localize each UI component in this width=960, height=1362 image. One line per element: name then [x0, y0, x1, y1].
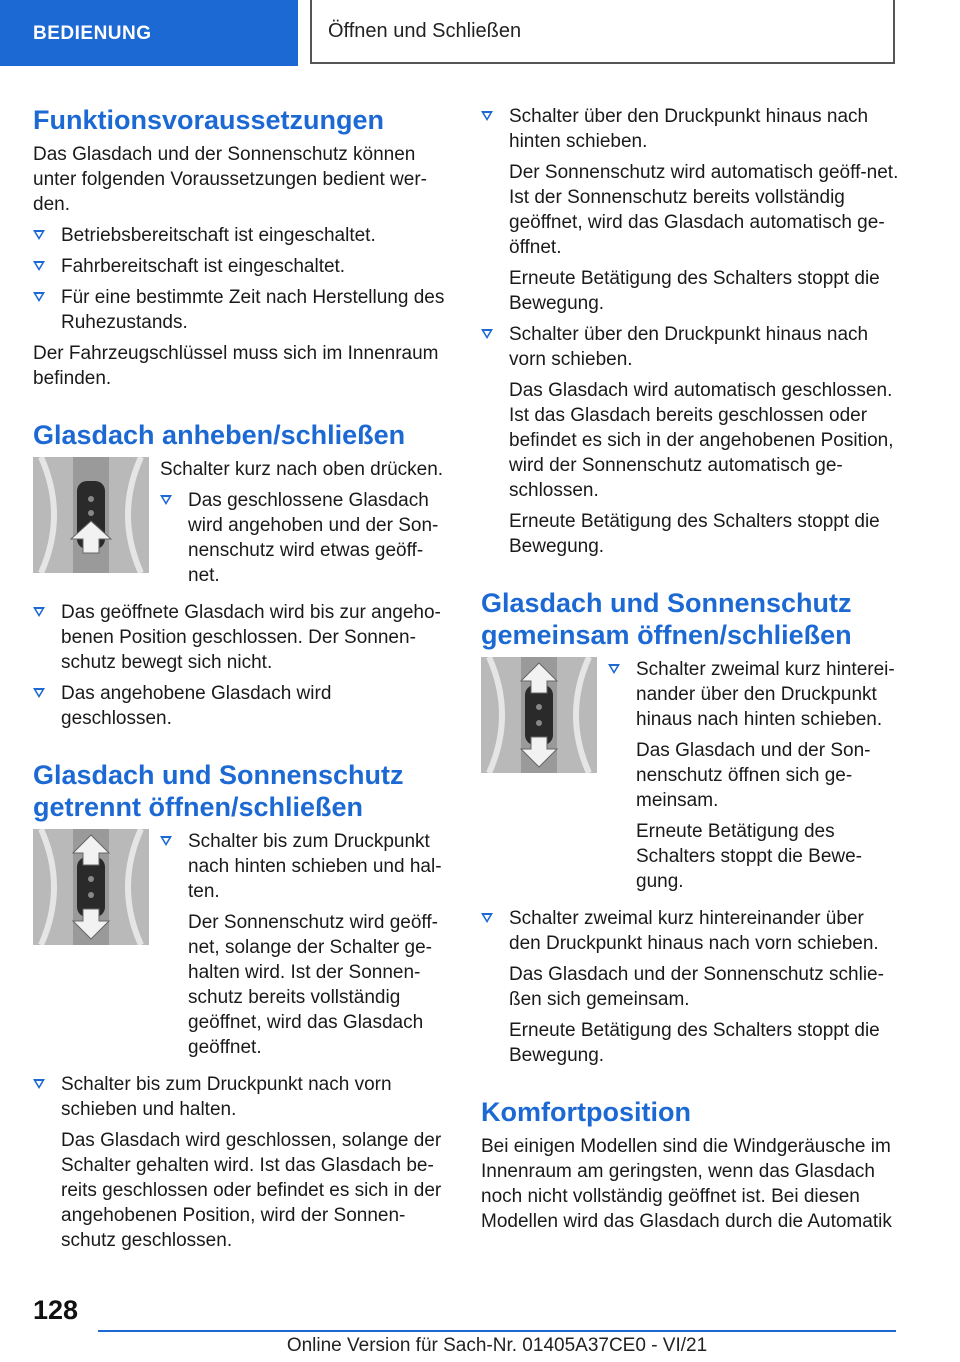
triangle-bullet-icon — [33, 607, 45, 617]
list-item-detail: Das Glasdach wird automatisch geschlossen. Ist das Glasdach bereits geschlossen oder befindet es sich in der angehobenen Position, wird der Sonnenschutz automatisch ge-schlossen. — [509, 380, 894, 501]
heading-funktionsvoraussetzungen: Funktionsvoraussetzungen — [33, 105, 385, 135]
right-column — [481, 104, 899, 1240]
switch-up-down-image — [33, 829, 149, 945]
list-item-detail: Das Glasdach und der Son-nenschutz öffnen sich ge-meinsam. — [636, 740, 871, 811]
list-item: Für eine bestimmte Zeit nach Herstellung des Ruhezustands. — [33, 285, 447, 335]
list-item-detail: Erneute Betätigung des Schalters stoppt die Bewegung. — [509, 511, 880, 557]
triangle-bullet-icon — [33, 261, 45, 271]
triangle-bullet-icon — [608, 664, 620, 674]
paragraph: Das Glasdach und der Sonnenschutz können unter folgenden Voraussetzungen bedient wer-den. — [33, 144, 427, 215]
heading-glasdach-anheben: Glasdach anheben/schließen — [33, 420, 406, 450]
list-item: Das geschlossene Glasdach wird angehoben und der Son-nenschutz wird etwas geöff-net. — [160, 488, 447, 588]
heading-gemeinsam: Glasdach und Sonnenschutz gemeinsam öffnen/schließen — [481, 588, 852, 650]
footer-text: Online Version für Sach-Nr. 01405A37CE0 - VI/21 — [286, 1335, 708, 1356]
triangle-bullet-icon — [481, 111, 493, 121]
triangle-bullet-icon — [481, 913, 493, 923]
switch-double-image — [481, 657, 597, 773]
paragraph: Der Fahrzeugschlüssel muss sich im Innenraum befinden. — [33, 343, 439, 389]
list-item-detail: Erneute Betätigung des Schalters stoppt die Bewegung. — [509, 1020, 880, 1066]
list-item: Schalter über den Druckpunkt hinaus nach vorn schieben. Das Glasdach wird automatisch geschlossen. Ist das Glasdach bereits geschlossen oder befindet es sich in der angehobenen Position, wird der Sonnenschutz automatisch ge-schlossen. Erneute Betätigung des Schalters stoppt die Bewegung. — [481, 322, 899, 559]
list-item: Schalter bis zum Druckpunkt nach vorn schieben und halten. Das Glasdach wird geschlossen, solange der Schalter gehalten wird. Ist das Glasdach be-reits geschlossen oder befindet es sich in der angehobenen Position, wird der Sonnen-schutz geschlossen. — [33, 1072, 447, 1253]
list-item: Schalter zweimal kurz hinterei-nander über den Druckpunkt hinaus nach hinten schieben. Das Glasdach und der Son-nenschutz öffnen sich ge-meinsam. Erneute Betätigung des Schalters stoppt die Bewe-gung. — [608, 657, 899, 894]
triangle-bullet-icon — [481, 329, 493, 339]
list-item-detail: Das Glasdach und der Sonnenschutz schlie-ßen sich gemeinsam. — [509, 964, 884, 1010]
list-item-detail: Erneute Betätigung des Schalters stoppt die Bewegung. — [509, 268, 880, 314]
page-number: 128 — [33, 1295, 79, 1325]
triangle-bullet-icon — [33, 688, 45, 698]
list-item: Das geöffnete Glasdach wird bis zur angeho-benen Position geschlossen. Der Sonnen-schutz bewegt sich nicht. — [33, 600, 447, 675]
triangle-bullet-icon — [33, 1079, 45, 1089]
section-tab: BEDIENUNG — [0, 0, 298, 66]
list-item: Das angehobene Glasdach wird geschlossen. — [33, 681, 447, 731]
switch-up-image — [33, 457, 149, 573]
heading-getrennt: Glasdach und Sonnenschutz getrennt öffnen/schließen — [33, 760, 404, 822]
list-item-detail: Der Sonnenschutz wird geöff-net, solange der Schalter ge-halten wird. Ist der Sonnen-schutz bereits vollständig geöffnet, wird das Glasdach geöffnet. — [188, 912, 438, 1058]
triangle-bullet-icon — [160, 495, 172, 505]
heading-komfortposition: Komfortposition — [481, 1097, 691, 1127]
list-item-detail: Erneute Betätigung des Schalters stoppt die Bewe-gung. — [636, 821, 863, 892]
paragraph: Schalter kurz nach oben drücken. — [160, 459, 444, 480]
list-item-detail: Das Glasdach wird geschlossen, solange der Schalter gehalten wird. Ist das Glasdach be-reits geschlossen oder befindet es sich in der angehobenen Position, wird der Sonnen-schutz geschlossen. — [61, 1130, 442, 1251]
list-item-detail: Der Sonnenschutz wird automatisch geöff-net. Ist der Sonnenschutz bereits vollständig geöffnet, wird das Glasdach automatisch ge-öffnet. — [509, 162, 899, 258]
list-item: Schalter über den Druckpunkt hinaus nach hinten schieben. Der Sonnenschutz wird automatisch geöff-net. Ist der Sonnenschutz bereits vollständig geöffnet, wird das Glasdach automatisch ge-öffnet. Erneute Betätigung des Schalters stoppt die Bewegung. — [481, 104, 899, 316]
triangle-bullet-icon — [33, 292, 45, 302]
list-item: Schalter bis zum Druckpunkt nach hinten schieben und hal-ten. Der Sonnenschutz wird geöff-net, solange der Schalter ge-halten wird. Ist der Sonnen-schutz bereits vollständig geöffnet, wird das Glasdach geöffnet. — [160, 829, 447, 1060]
list-item: Schalter zweimal kurz hintereinander über den Druckpunkt hinaus nach vorn schieben. Das Glasdach und der Sonnenschutz schlie-ßen sich gemeinsam. Erneute Betätigung des Schalters stoppt die Bewegung. — [481, 906, 899, 1068]
page-header — [0, 0, 960, 66]
chapter-title: Öffnen und Schließen — [310, 0, 895, 64]
left-column — [33, 104, 447, 1259]
list-item: Betriebsbereitschaft ist eingeschaltet. — [33, 223, 447, 248]
triangle-bullet-icon — [160, 836, 172, 846]
paragraph: Bei einigen Modellen sind die Windgeräusche im Innenraum am geringsten, wenn das Glasdach noch nicht vollständig geöffnet ist. Bei diesen Modellen wird das Glasdach durch die Automatik — [481, 1136, 892, 1232]
triangle-bullet-icon — [33, 230, 45, 240]
list-item: Fahrbereitschaft ist eingeschaltet. — [33, 254, 447, 279]
footer-divider — [98, 1330, 896, 1332]
